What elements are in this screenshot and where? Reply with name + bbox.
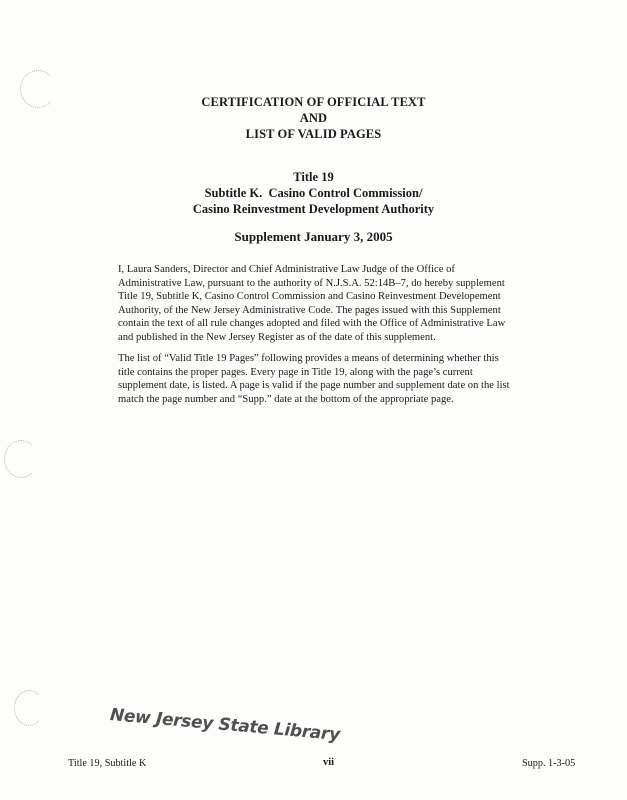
certification-heading [0,94,627,142]
binder-hole-mark [4,440,38,478]
valid-pages-paragraph: The list of “Valid Title 19 Pages” following provides a means of determining whether this title contains the proper pages. Every page in Title 19, along with the page’s current supplement date, is listed. A page is valid if the page number and supplement date on the list match the page number and “Supp.” date at the bottom of the appropriate page. [118,353,510,405]
certification-line-1: CERTIFICATION OF OFFICIAL TEXT [201,95,426,109]
supplement-date: Supplement January 3, 2005 [234,229,393,244]
library-stamp: New Jersey State Library [109,705,341,746]
title-number: Title 19 [293,170,334,184]
subtitle-line-1: Subtitle K. Casino Control Commission/ [204,186,423,200]
binder-hole-mark [14,690,44,726]
certification-line-3: LIST OF VALID PAGES [245,127,382,141]
footer-supplement: Supp. 1-3-05 [522,758,576,769]
subtitle-line-2: Casino Reinvestment Development Authority [192,202,435,216]
certification-paragraph: I, Laura Sanders, Director and Chief Administrative Law Judge of the Office of Administrative Law, pursuant to the authority of N.J.S.A. 52:14B–7, do hereby supplement Title 19, Subtitle K, Casino Control Commission and Casino Reinvestment Developement Authority, of the New Jersey Administrative Code. The pages issued with this Supplement contain the text of all rule changes adopted and filed with the Office of Administrative Law and published in the New Jersey Register as of the date of this supplement. [118,264,506,343]
certification-line-2: AND [299,111,328,125]
footer-title: Title 19, Subtitle K [68,758,147,769]
title-block [0,169,627,217]
footer-page-number: vii [323,757,335,768]
